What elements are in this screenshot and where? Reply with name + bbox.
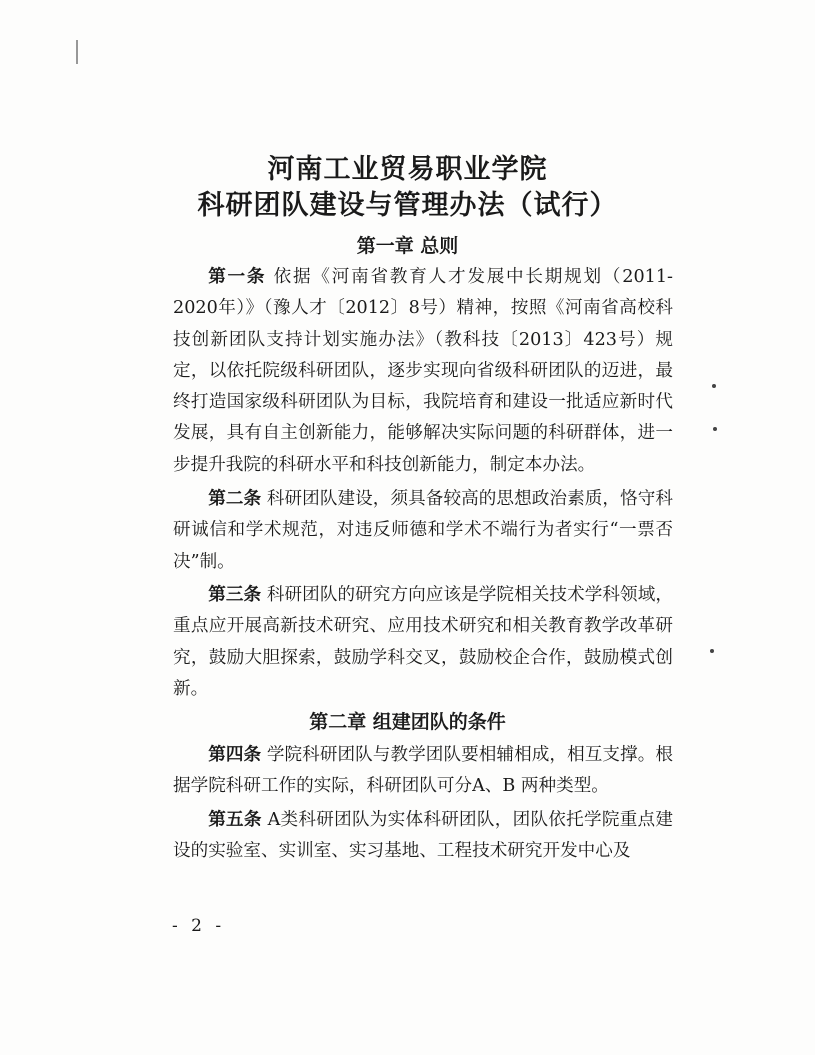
chapter-2-heading: 第二章 组建团队的条件	[309, 711, 506, 733]
page-number: - 2 -	[172, 916, 226, 936]
article-3-text: 科研团队的研究方向应该是学院相关技术学科领域，重点应开展高新技术研究、应用技术研究和相关教育教学改革研究，鼓励大胆探索，鼓励学科交叉，鼓励校企合作，鼓励模式创新。	[173, 585, 673, 699]
article-2-text: 科研团队建设，须具备较高的思想政治素质，恪守科研诚信和学术规范，对违反师德和学术不端行为者实行“一票否决”制。	[173, 489, 673, 572]
article-2	[173, 484, 673, 578]
article-4-text: 学院科研团队与教学团队要相辅相成，相互支撑。根据学院科研工作的实际，科研团队可分A、B 两种类型。	[173, 745, 673, 797]
article-4	[173, 740, 673, 803]
article-1-label: 第一条	[208, 267, 267, 287]
scan-speck	[710, 649, 714, 653]
article-1	[173, 262, 673, 481]
title-line-2: 科研团队建设与管理办法（试行）	[197, 190, 618, 221]
article-3-label: 第三条	[208, 585, 262, 605]
article-1-text: 依据《河南省教育人才发展中长期规划（2011-2020年）》（豫人才〔2012〕8号）精神，按照《河南省高校科技创新团队支持计划实施办法》（教科技〔2013〕423号）规定，以依托院级科研团队，逐步实现向省级科研团队的迈进，最终打造国家级科研团队为目标，我院培育和建设一批适应新时代发展，具有自主创新能力，能够解决实际问题的科研群体，进一步提升我院的科研水平和科技创新能力，制定本办法。	[173, 267, 673, 475]
article-5-text: A类科研团队为实体科研团队，团队依托学院重点建设的实验室、实训室、实习基地、工程技术研究开发中心及	[173, 810, 673, 862]
scan-edge-mark	[76, 40, 78, 64]
article-5	[173, 805, 673, 868]
article-5-label: 第五条	[208, 810, 262, 830]
document-title	[0, 152, 815, 224]
chapter-1-heading: 第一章 总则	[356, 235, 459, 257]
article-2-label: 第二条	[208, 489, 262, 509]
scan-speck	[712, 384, 716, 388]
title-line-1: 河南工业贸易职业学院	[267, 154, 548, 185]
scan-speck	[713, 427, 717, 431]
article-3	[173, 580, 673, 705]
article-4-label: 第四条	[208, 745, 262, 765]
